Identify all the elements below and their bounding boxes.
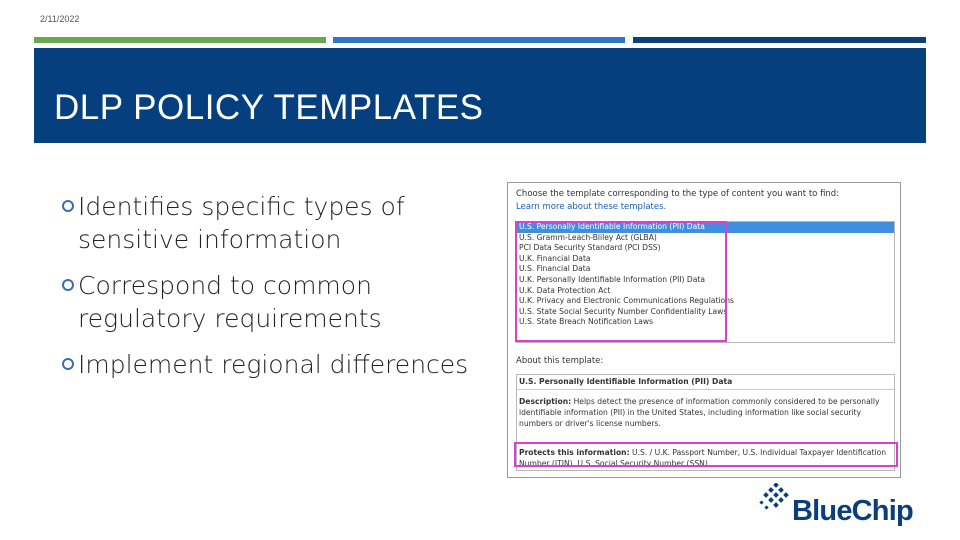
circle-outline-icon xyxy=(62,358,74,370)
title-band xyxy=(34,48,926,143)
description-text: Helps detect the presence of information commonly considered to be personally identifiable information (PII) in the United States, including information like social security numbers or driver's license numbers. xyxy=(519,397,880,428)
bullet-list xyxy=(62,190,482,394)
bullet-text: Identifies specific types of sensitive information xyxy=(78,192,405,254)
template-option-uk-pii[interactable]: U.K. Personally Identifiable Information (PII) Data xyxy=(519,274,706,284)
bullet-text: Correspond to common regulatory requirements xyxy=(78,271,382,333)
template-protects xyxy=(519,447,891,469)
logo-word-chip: Chip xyxy=(851,495,913,527)
template-option-us-ssn-laws[interactable]: U.S. State Social Security Number Confidentiality Laws xyxy=(519,306,728,316)
protects-text: U.S. / U.K. Passport Number, U.S. Individual Taxpayer Identification Number (ITIN), U.S. Social Security Number (SSN) xyxy=(519,448,887,468)
logo-word-blue: Blue xyxy=(792,495,852,527)
template-description xyxy=(519,396,891,429)
template-option-uk-dpa[interactable]: U.K. Data Protection Act xyxy=(519,285,611,295)
template-detail-panel xyxy=(516,374,895,471)
slide-title: DLP POLICY TEMPLATES xyxy=(54,88,484,127)
template-option-uk-pecr[interactable]: U.K. Privacy and Electronic Communications Regulations xyxy=(519,296,734,306)
accent-bar-green xyxy=(34,37,326,43)
circle-outline-icon xyxy=(62,279,74,291)
logo-wordmark xyxy=(792,495,913,528)
detail-divider xyxy=(517,389,894,390)
template-prompt: Choose the template corresponding to the type of content you want to find: xyxy=(516,189,840,199)
template-option-us-glba[interactable]: U.S. Gramm-Leach-Bliley Act (GLBA) xyxy=(519,232,657,242)
accent-bar-navy xyxy=(633,37,926,43)
template-detail-title: U.S. Personally Identifiable Information (PII) Data xyxy=(519,377,733,386)
blue-chip-logo xyxy=(758,477,918,533)
about-template-label: About this template: xyxy=(516,356,604,366)
description-label: Description: xyxy=(519,397,572,406)
bullet-item xyxy=(62,269,482,335)
bullet-item xyxy=(62,190,482,256)
accent-bar-blue xyxy=(333,37,625,43)
protects-label: Protects this information: xyxy=(519,448,630,457)
template-option-us-financial[interactable]: U.S. Financial Data xyxy=(519,264,591,274)
template-option-us-pii[interactable]: U.S. Personally Identifiable Information (PII) Data xyxy=(517,222,894,233)
template-option-uk-financial[interactable]: U.K. Financial Data xyxy=(519,253,591,263)
date-label: 2/11/2022 xyxy=(40,14,80,24)
template-option-pci-dss[interactable]: PCI Data Security Standard (PCI DSS) xyxy=(519,243,661,253)
bullet-item xyxy=(62,348,482,381)
circle-outline-icon xyxy=(62,200,74,212)
blue-chip-logo-icon xyxy=(758,483,796,513)
template-listbox[interactable] xyxy=(516,221,895,343)
template-picker-screenshot xyxy=(507,182,901,478)
bullet-text: Implement regional differences xyxy=(78,350,469,379)
template-option-us-breach-laws[interactable]: U.S. State Breach Notification Laws xyxy=(519,317,654,327)
learn-more-link[interactable]: Learn more about these templates. xyxy=(516,202,667,212)
